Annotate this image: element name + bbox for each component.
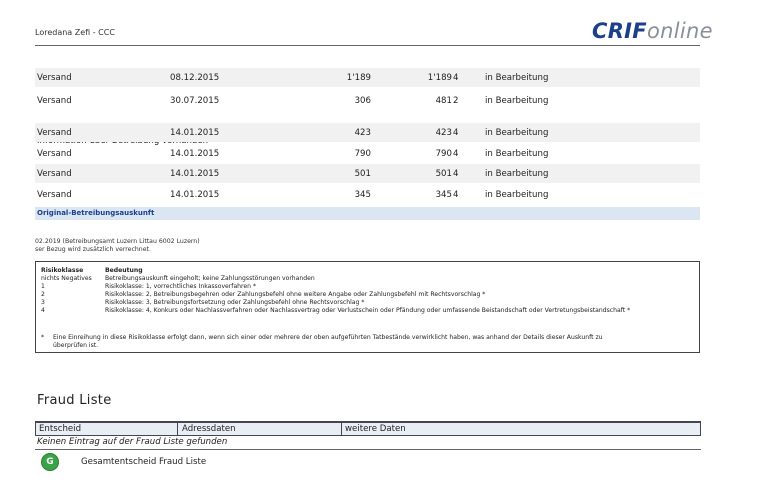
legend-key: nichts Negatives [41, 275, 92, 282]
cell-status: in Bearbeitung [485, 73, 549, 83]
column-divider [177, 423, 178, 435]
cell-code: 2 [453, 96, 459, 106]
footnote-line: überprüfen ist. [53, 342, 99, 349]
legend-key: 3 [41, 299, 45, 306]
cell-date: 14.01.2015 [170, 128, 220, 138]
legend-key: 1 [41, 283, 45, 290]
cell-status: in Bearbeitung [485, 190, 549, 200]
table-row [35, 91, 700, 110]
fraud-table-header [35, 421, 701, 436]
cell-amount: 423 [354, 128, 371, 138]
cell-type: Versand [37, 190, 72, 200]
cell-status: in Bearbeitung [485, 128, 549, 138]
cell-type: Versand [37, 169, 72, 179]
fraud-total-label: Gesamtentscheid Fraud Liste [81, 457, 207, 467]
cell-amount: 501 [354, 169, 371, 179]
cell-code: 4 [453, 190, 459, 200]
legend-value: Risikoklasse: 4, Konkurs oder Nachlassverfahren oder Nachlassvertrag oder Verlustschein oder Pfändung oder umfassende Beistandschaft oder Vertretungsbeistandschaft * [105, 307, 631, 314]
cell-code: 4 [453, 73, 459, 83]
risk-class-legend [35, 261, 700, 353]
fraud-divider [35, 449, 701, 450]
cell-type: Versand [37, 128, 72, 138]
cell-type: Versand [37, 96, 72, 106]
crif-online-logo [592, 19, 713, 43]
cell-code: 4 [453, 149, 459, 159]
column-header-weitere-daten: weitere Daten [345, 424, 406, 434]
cell-open: 345 [435, 190, 452, 200]
logo-brand: CRIF [592, 19, 647, 43]
cell-type: Versand [37, 149, 72, 159]
table-row [35, 185, 700, 204]
fraud-empty-message: Keinen Eintrag auf der Fraud Liste gefunden [37, 437, 228, 447]
cell-status: in Bearbeitung [485, 96, 549, 106]
legend-value: Risikoklasse: 3, Betreibungsfortsetzung oder Zahlungsbefehl ohne Rechtsvorschlag * [105, 299, 365, 306]
cell-date: 08.12.2015 [170, 73, 220, 83]
cell-amount: 345 [354, 190, 371, 200]
table-row [35, 144, 700, 163]
cell-code: 4 [453, 169, 459, 179]
legend-header-value: Bedeutung [105, 267, 143, 274]
cell-open: 423 [435, 128, 452, 138]
section-header-original-auskunft [35, 207, 700, 220]
column-header-entscheid: Entscheid [39, 424, 82, 434]
legend-key: 2 [41, 291, 45, 298]
cell-open: 790 [435, 149, 452, 159]
fraud-section-title: Fraud Liste [37, 393, 112, 408]
cell-amount: 1'189 [346, 73, 371, 83]
legend-key: 4 [41, 307, 45, 314]
footnote-line: Eine Einreihung in diese Risikoklasse erfolgt dann, wenn sich einer oder mehrere der oben aufgeführten Tatbestände verwirklicht haben, was anhand der Details dieser Auskunft zu [53, 334, 603, 341]
column-header-adressdaten: Adressdaten [182, 424, 236, 434]
cell-amount: 790 [354, 149, 371, 159]
billing-note: ser Bezug wird zusätzlich verrechnet. [35, 246, 151, 253]
header-divider [35, 45, 700, 46]
cell-status: in Bearbeitung [485, 169, 549, 179]
table-row [35, 68, 700, 87]
office-info: 02.2019 (Betreibungsamt Luzern Littau 6002 Luzern) [35, 238, 200, 245]
table-row [35, 164, 700, 183]
status-badge-green: G [41, 453, 59, 471]
cell-amount: 306 [354, 96, 371, 106]
cell-code: 4 [453, 128, 459, 138]
column-divider [341, 423, 342, 435]
cell-status: in Bearbeitung [485, 149, 549, 159]
cell-date: 30.07.2015 [170, 96, 220, 106]
legend-value: Betreibungsauskunft eingeholt; keine Zahlungsstörungen vorhanden [105, 275, 315, 282]
user-label: Loredana Zefi - CCC [35, 28, 115, 37]
cell-date: 14.01.2015 [170, 190, 220, 200]
legend-value: Risikoklasse: 1, vorrechtliches Inkassoverfahren * [105, 283, 257, 290]
footnote-marker: * [41, 334, 45, 341]
cell-open: 501 [435, 169, 452, 179]
legend-value: Risikoklasse: 2, Betreibungsbegehren oder Zahlungsbefehl ohne weitere Angabe oder Zahlungsbefehl mit Rechtsvorschlag * [105, 291, 486, 298]
legend-header-key: Risikoklasse [41, 267, 84, 274]
cell-open: 481 [435, 96, 452, 106]
section-title: Original-Betreibungsauskunft [37, 209, 155, 217]
cell-open: 1'189 [427, 73, 452, 83]
cell-date: 14.01.2015 [170, 169, 220, 179]
cell-date: 14.01.2015 [170, 149, 220, 159]
cell-type: Versand [37, 73, 72, 83]
logo-suffix: online [646, 19, 713, 43]
table-row [35, 123, 700, 142]
